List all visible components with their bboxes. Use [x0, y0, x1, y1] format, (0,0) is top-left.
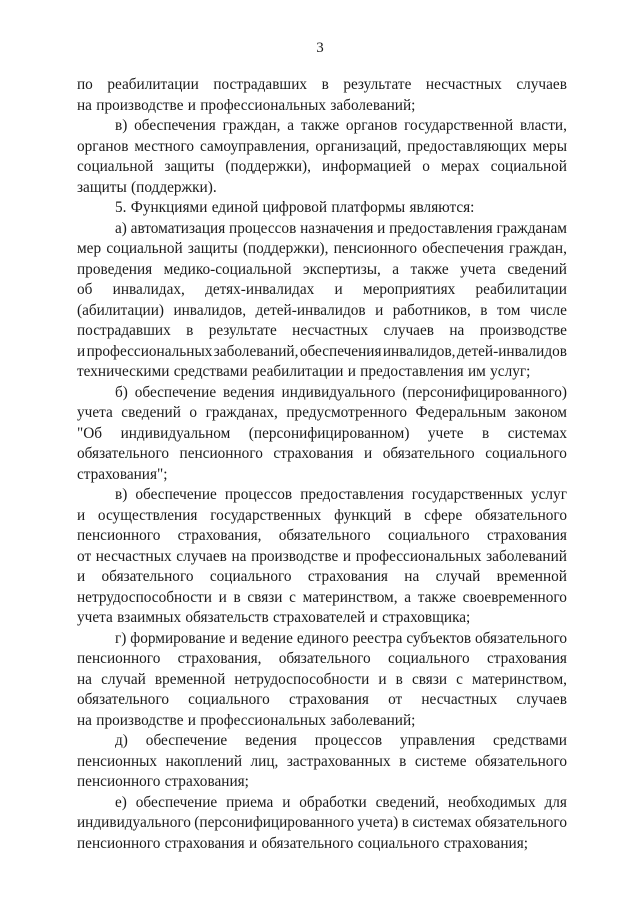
text-line: на производстве и профессиональных заболеваний;: [77, 711, 416, 729]
text-line: индивидуального (персонифицированного учета) в системах обязательного: [77, 814, 567, 831]
text-line: социальной защиты (поддержки), информацией о мерах социальной: [77, 158, 567, 175]
text-line: 5. Функциями единой цифровой платформы являются:: [115, 199, 475, 216]
text-line: на производстве и профессиональных заболеваний;: [77, 96, 416, 114]
text-line: от несчастных случаев на производстве и профессиональных заболеваний: [77, 547, 567, 565]
text-line: мер социальной защиты (поддержки), пенсионного обеспечения граждан,: [77, 240, 567, 257]
text-line: обязательного пенсионного страхования и обязательного социального: [77, 445, 567, 462]
text-line: и обязательного социального страхования на случай временной: [77, 568, 567, 585]
text-line: пенсионного страхования и обязательного социального страхования;: [77, 834, 529, 852]
text-line: учета взаимных обязательств страхователей и страховщика;: [77, 609, 471, 626]
document-body: [77, 75, 567, 854]
text-line: (абилитации) инвалидов, детей-инвалидов и работников, в том числе: [77, 301, 567, 319]
text-line: техническими средствами реабилитации и предоставления им услуг;: [77, 363, 531, 380]
text-line: учета сведений о гражданах, предусмотренного Федеральным законом: [77, 404, 567, 421]
text-line: пенсионных накоплений лиц, застрахованных в системе обязательного: [77, 752, 567, 770]
text-line: "Об индивидуальном (персонифицированном) учете в системах: [77, 424, 567, 442]
page-number: 3: [316, 40, 324, 56]
text-line: в) обеспечения граждан, а также органов государственной власти,: [115, 117, 567, 134]
text-line: об инвалидах, детях-инвалидах и мероприятиях реабилитации: [77, 281, 567, 298]
text-line: страхования";: [77, 465, 168, 483]
text-line: г) формирование и ведение единого реестра субъектов обязательного: [115, 629, 567, 647]
paragraph: [77, 198, 567, 219]
text-line: а) автоматизация процессов назначения и предоставления гражданам: [115, 219, 567, 237]
text-line: в) обеспечение процессов предоставления государственных услуг: [115, 486, 567, 503]
paragraph: [77, 75, 567, 116]
paragraph: [77, 485, 567, 629]
text-line: пенсионного страхования, обязательного социального страхования: [77, 650, 567, 667]
text-line: пенсионного страхования;: [77, 773, 249, 790]
text-line: органов местного самоуправления, организаций, предоставляющих меры: [77, 137, 567, 155]
text-line: по реабилитации пострадавших в результате несчастных случаев: [77, 76, 567, 93]
text-line: на случай временной нетрудоспособности и в связи с материнством,: [77, 670, 567, 688]
text-line: д) обеспечение ведения процессов управления средствами: [115, 732, 567, 749]
paragraph: [77, 116, 567, 198]
text-line: е) обеспечение приема и обработки сведений, необходимых для: [115, 793, 567, 811]
text-line: и осуществления государственных функций в сфере обязательного: [77, 506, 567, 524]
paragraph: [77, 219, 567, 383]
text-line: обязательного социального страхования от несчастных случаев: [77, 691, 567, 708]
paragraph: [77, 383, 567, 486]
text-line: и профессиональных заболеваний, обеспечения инвалидов, детей-инвалидов: [77, 342, 567, 360]
text-line: пенсионного страхования, обязательного социального страхования: [77, 527, 567, 544]
paragraph: [77, 793, 567, 855]
text-line: пострадавших в результате несчастных случаев на производстве: [77, 322, 567, 339]
text-line: проведения медико-социальной экспертизы, а также учета сведений: [77, 260, 567, 278]
text-line: б) обеспечение ведения индивидуального (персонифицированного): [115, 383, 567, 401]
paragraph: [77, 731, 567, 793]
paragraph: [77, 629, 567, 732]
text-line: нетрудоспособности и в связи с материнством, а также своевременного: [77, 588, 567, 606]
text-line: защиты (поддержки).: [77, 178, 217, 196]
